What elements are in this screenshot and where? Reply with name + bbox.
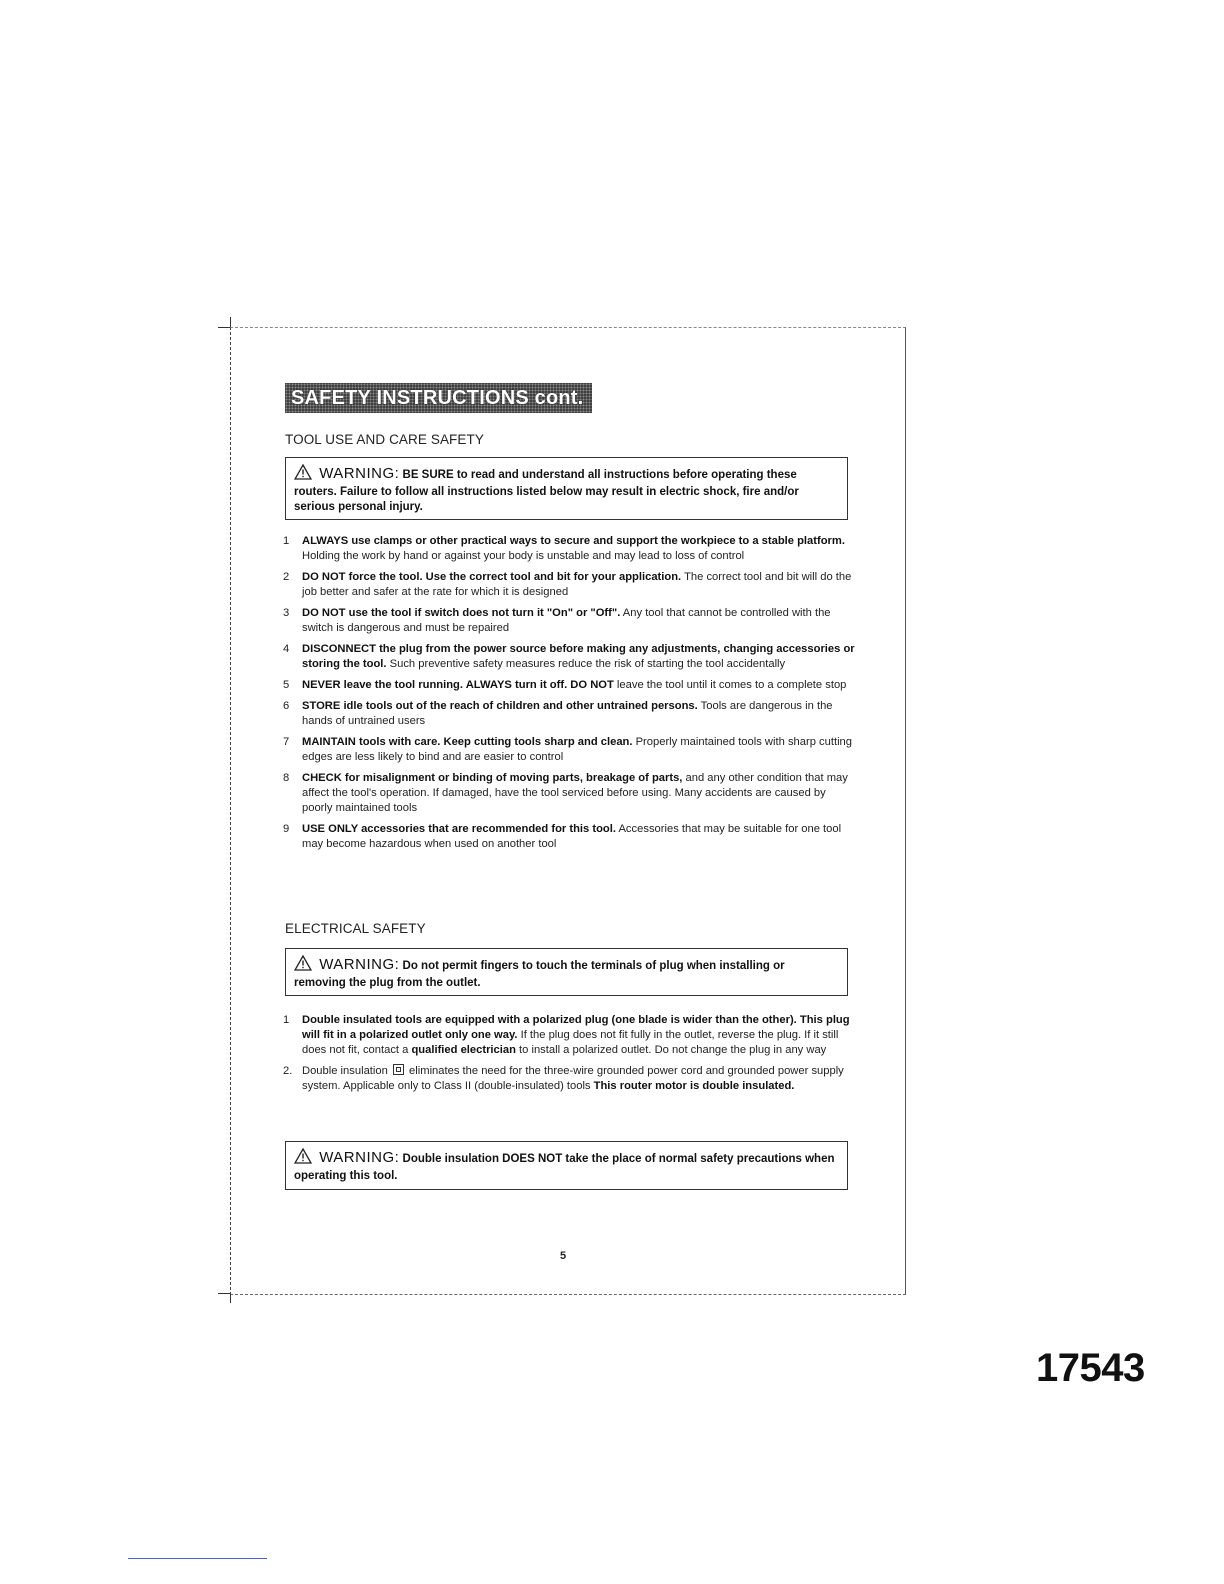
warning-text: Do not permit fingers to touch the terminals of plug when installing or removing the plug from the outlet. (294, 960, 785, 989)
list-item: 6 STORE idle tools out of the reach of children and other untrained persons. Tools are dangerous in the hands of untrained users (283, 700, 833, 727)
warning-title: WARNING: (319, 1149, 400, 1166)
tool-warning-box (285, 457, 848, 520)
list-item: 2 DO NOT force the tool. Use the correct tool and bit for your application. The correct tool and bit will do the job better and safer at the rate for which it is designed (283, 571, 852, 598)
banner-title: SAFETY INSTRUCTIONS cont. (291, 386, 584, 409)
tool-use-heading: TOOL USE AND CARE SAFETY (285, 432, 484, 447)
footer-rule (128, 1558, 267, 1559)
list-item: 8 CHECK for misalignment or binding of moving parts, breakage of parts, and any other condition that may affect the tool's operation. If damaged, have the tool serviced before using. Many accidents are caused by poorly maintained tools (283, 772, 848, 814)
document-id: 17543 (1036, 1346, 1145, 1390)
double-insulation-icon (393, 1064, 404, 1075)
tool-safety-list (283, 534, 858, 852)
crop-mark (218, 1293, 230, 1294)
crop-mark (230, 1293, 231, 1303)
list-item: 3 DO NOT use the tool if switch does not turn it "On" or "Off". Any tool that cannot be controlled with the switch is dangerous and must be repaired (283, 607, 831, 634)
insulation-warning-box (285, 1141, 848, 1190)
section-banner (285, 383, 592, 413)
list-item: 1 ALWAYS use clamps or other practical ways to secure and support the workpiece to a stable platform. Holding the work by hand or against your body is unstable and may lead to loss of control (283, 535, 845, 562)
list-item: 9 USE ONLY accessories that are recommended for this tool. Accessories that may be suitable for one tool may become hazardous when used on another tool (283, 823, 842, 850)
warning-triangle-icon (294, 955, 312, 976)
list-item: 5 NEVER leave the tool running. ALWAYS turn it off. DO NOT leave the tool until it comes to a complete stop (283, 679, 847, 691)
electrical-safety-heading: ELECTRICAL SAFETY (285, 921, 426, 936)
warning-triangle-icon (294, 1148, 312, 1169)
electrical-warning-box (285, 948, 848, 996)
warning-title: WARNING: (319, 956, 400, 973)
electrical-safety-list (283, 1013, 858, 1094)
warning-triangle-icon (294, 464, 312, 485)
crop-mark (218, 327, 230, 328)
crop-mark (230, 317, 231, 327)
warning-text: BE SURE to read and understand all instructions before operating these routers. Failure to follow all instructions listed below may result in electric shock, fire and/or serious personal injury. (294, 469, 799, 513)
list-item: 7 MAINTAIN tools with care. Keep cutting tools sharp and clean. Properly maintained tools with sharp cutting edges are less likely to bind and are easier to control (283, 736, 852, 763)
list-item: 1 Double insulated tools are equipped with a polarized plug (one blade is wider than the other). This plug will fit in a polarized outlet only one way. If the plug does not fit fully in the outlet, reverse the plug. If it still does not fit, contact a qualified electrician to install a polarized outlet. Do not change the plug in any way (283, 1014, 850, 1056)
warning-title: WARNING: (319, 465, 400, 482)
list-item: 2. Double insulation eliminates the need for the three-wire grounded power cord and grounded power supply system. Applicable only to Class II (double-insulated) tools This router motor is double insulated. (283, 1065, 844, 1092)
list-item: 4 DISCONNECT the plug from the power source before making any adjustments, changing accessories or storing the tool. Such preventive safety measures reduce the risk of starting the tool accidentally (283, 643, 855, 670)
warning-text: Double insulation DOES NOT take the place of normal safety precautions when operating this tool. (294, 1153, 835, 1182)
page-number: 5 (560, 1250, 567, 1262)
